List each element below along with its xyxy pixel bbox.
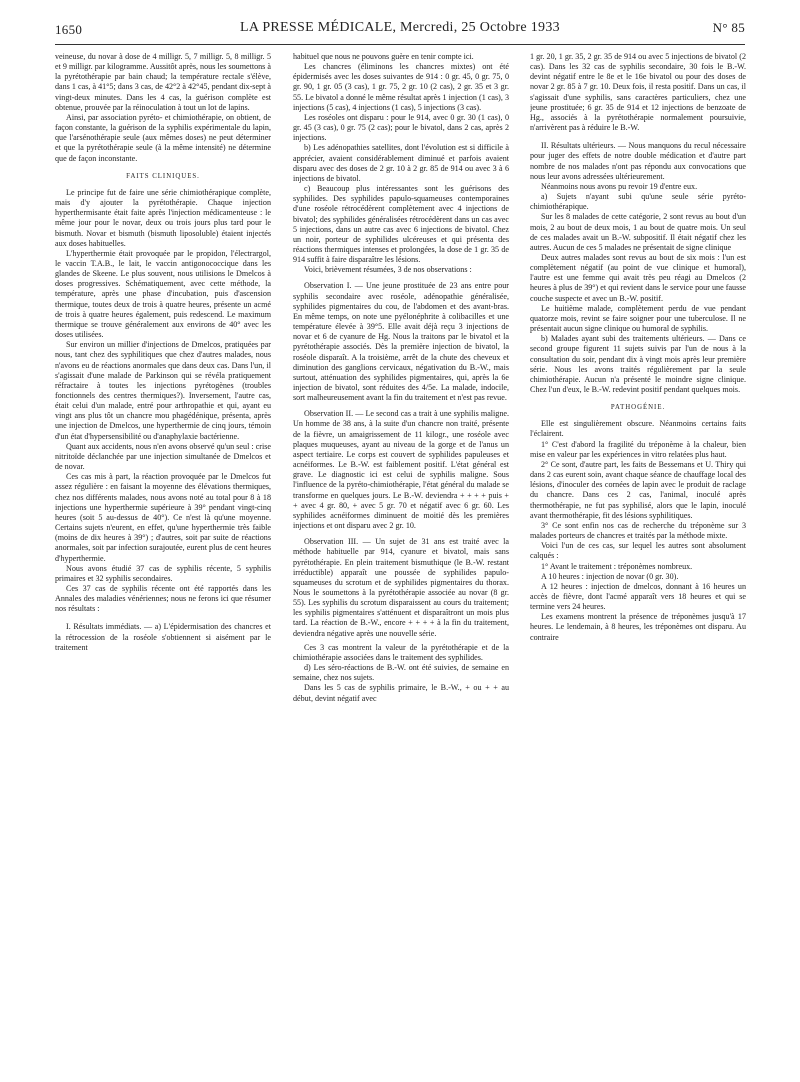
paragraph: a) Sujets n'ayant subi qu'une seule série pyréto-chimiothérapique. [530,192,746,212]
paragraph: Quant aux accidents, nous n'en avons observé qu'un seul : crise nitritoïde déclanchée par une injection simultanée de Dmelcos et de novar. [55,441,271,472]
paragraph: Ainsi, par association pyréto- et chimiothérapie, on obtient, de façon constante, la guérison de la syphilis expérimentale du lapin, que l'arsénothérapie seule (aux mêmes doses) ne peut déterminer et que la pyrétothérapie seule (à la même intensité) ne détermine que de façon inconstante. [55,112,271,163]
paragraph: Sur environ un millier d'injections de Dmelcos, pratiquées par nous, tant chez des syphilitiques que chez d'autres malades, nous n'avons eu de réactions anormales que dans deux cas. Dans l'un, il s'agissait d'une malade de Parkinson qui se révéla pratiquement réfractaire à toutes les injections pyrétogènes (troubles fonctionnels des centres thermiques?). Inversement, l'autre cas, était celui d'un malade, entré pour arthropathie et qui, ayant eu vingt ans plus tôt un chancre mou phagédénique, présenta, après une injection de Dmelcos, une hyperthermie de cinq jours, témoin d'un état d'hypersensibilité ou d'anaphylaxie bactérienne. [55,340,271,441]
observation-2: Observation II. — Le second cas a trait à une syphilis maligne. Un homme de 38 ans, à la suite d'un chancre non traité, présente de la fièvre, un amaigrissement de 11 kilogr., une roséole avec plaques muqueuses, ayant au niveau de la gorge et de l'anus un aspect tertiaire. Le corps est couvert de syphilides papuleuses et acnéiformes. Le B.-W. est faiblement positif. L'état général est grave. Le diagnostic ici est celui de syphilis maligne. Sous l'influence de la pyréto-chimiothérapie, l'état général du malade se transforme en quelques jours. Le B.-W. deviendra + + + + puis + + avec 4 gr. 80, + avec 5 gr. 70 et négatif avec 6 gr. 60. Les syphilides acnéiformes diminuent de moitié dès les premières injections et ont disparu avec 2 gr. 10. [293,409,509,531]
journal-title: LA PRESSE MÉDICALE, Mercredi, 25 Octobre 1933 [240,20,560,35]
header-rule [55,44,745,45]
paragraph: Les roséoles ont disparu : pour le 914, avec 0 gr. 30 (1 cas), 0 gr. 45 (3 cas), 0 gr. 75 (2 cas); pour le bivatol, dans 2 cas, après 2 injections. [293,112,509,143]
paragraph: Dans les 5 cas de syphilis primaire, le B.-W., + ou + + au début, devint négatif avec [293,683,509,703]
column-1 [55,52,271,1072]
column-2 [293,52,509,1072]
paragraph: 3° Ce sont enfin nos cas de recherche du tréponème sur 3 malades porteurs de chancres et traités par la méthode mixte. [530,520,746,541]
observation-1: Observation I. — Une jeune prostituée de 23 ans entre pour syphilis secondaire avec roséole, adénopathie généralisée, syphilides pigmentaires du cou, de l'abdomen et des avant-bras. En même temps, on note une pyélonéphrite à colibacilles et une température élevée à 39°5. Elle avait déjà reçu 3 injections de novar et 6 de cyanure de Hg. Nous la traitons par le bivatol et la pyrétothérapie associés. Dès la première injection de bivatol, la roséole disparaît. A la troisième, arrêt de la chute des cheveux et diminution des ganglions cervicaux, négativation du B.-W., mais surtout, atténuation des syphilides pigmentaires, qui, après la 6e injection de bivatol, sont réduites des 4/5e. La malade, indocile, sort malheureusement avant la fin du traitement et n'est pas revue. [293,281,509,403]
paragraph: A 12 heures : injection de dmelcos, donnant à 16 heures un accès de fièvre, dont l'acmé apparaît vers 18 heures et qui se termine vers 24 heures. [530,581,746,612]
paragraph: Le huitième malade, complètement perdu de vue pendant quatorze mois, revint se faire soigner pour une tuberculose. Il ne présentait aucun signe clinique ou humoral de syphilis. [530,303,746,334]
paragraph: c) Beaucoup plus intéressantes sont les guérisons des syphilides. Des syphilides papulo-squameuses contemporaines d'une roséole rétrocédèrent complètement avec 4 injections de bivatol; des syphilides généralisées rétrocédèrent dans un cas avec 5 injections, dans un autre cas avec 6 injections de bivatol. Chez un noir, porteur de syphilides ulcéreuses et qui présenta des réactions thermiques intenses et prolongées, la dose de 1 gr. 35 de 914 suffit à faire disparaître les lésions. [293,184,509,265]
paragraph: Les examens montrent la présence de tréponèmes jusqu'à 17 heures. Le lendemain, à 8 heures, les tréponèmes ont disparu. Au contraire [530,612,746,642]
paragraph: Les chancres (éliminons les chancres mixtes) ont été épidermisés avec les doses suivantes de 914 : 0 gr. 45, 0 gr. 75, 0 gr. 90, 1 gr. 05 (3 cas), 1 gr. 75, 2 gr. 10 (2 cas), 2 gr. 35 et 3 gr. 55. Le bivatol a donné le même résultat après 1 injection (1 cas), 3 injections (5 cas), 4 injections (1 cas), 5 injections (3 cas). [293,62,509,112]
paragraph: A 10 heures : injection de novar (0 gr. 30). [541,571,679,581]
section-heading-clinical-facts: FAITS CLINIQUES. [126,172,200,180]
paragraph: I. Résultats immédiats. — a) L'épidermisation des chancres et la rétrocession de la roséole s'obtiennent si aisément par le traitement [55,622,271,652]
paragraph: Ces cas mis à part, la réaction provoquée par le Dmelcos fut assez régulière : en faisant la moyenne des élévations thermiques, chez nos différents malades, nous avons noté au total pour 8 à 18 injections une hyperthermie supérieure à 39° pendant vingt-cinq heures (soit 5 au-dessus de 40°). Ce n'est là qu'une moyenne. Certains sujets n'eurent, en effet, qu'une hyperthermie très faible (moins de dix heures à 39°) ; d'autres, soit par suite de réactions anormales, soit par infection surajoutée, eurent plus de cent heures d'hyperthermie. [55,472,271,563]
paragraph: Elle est singulièrement obscure. Néanmoins certains faits l'éclairent. [530,419,746,439]
paragraph: Néanmoins nous avons pu revoir 19 d'entre eux. [541,181,698,191]
column-3 [530,52,746,1072]
paragraph: II. Résultats ultérieurs. — Nous manquons du recul nécessaire pour juger des effets de notre double médication et d'autre part nombre de nos malades n'ont pas répondu aux convocations que nous leur avons adressées ultérieurement. [530,141,746,181]
paragraph: Voici l'un de ces cas, sur lequel les autres sont absolument calqués : [530,541,746,561]
paragraph: Ces 37 cas de syphilis récente ont été rapportés dans les Annales des maladies vénériennes; nous ne ferons ici que résumer nos résultats : [55,583,271,614]
paragraph: Le principe fut de faire une série chimiothérapique complète, mais d'y ajouter la pyrétothérapie. Chaque injection hyperthermisante était faite après l'injection médicamenteuse : le même jour pour le novar, deux ou trois jours plus tard pour le bismuth. Novar et bismuth (bismuth liposoluble) étaient injectés aux doses habituelles. [55,187,271,248]
paragraph: veineuse, du novar à dose de 4 milligr. 5, 7 milligr. 5, 8 milligr. 5 et 9 milligr. par kilogramme. Aussitôt après, nous les soumettons à la pyrétothérapie par bain chaud; la température rectale s'élève, dans 1 cas, à 41°5; dans 3 cas, de 42°2 à 42°45, pendant dix-sept à vingt-deux minutes. Dans les 4 cas, la guérison complète est obtenue, prouvée par la réinoculation à tout un lot de lapins. [55,52,271,112]
paragraph: L'hyperthermie était provoquée par le propidon, l'électrargol, le vaccin T.A.B., le lait, le vaccin antigonococcique dans les glandes de Skeene. Le plus souvent, nous utilisions le Dmelcos à doses progressives. Schématiquement, avec cette méthode, la température, après une phase d'incubation, puis d'ascension thermique, toutes deux de trois à quatre heures, présente un acmé de trois à quatre heures également, puis redescend. Le maximum thermique se trouve généralement aux environs de 40° avec les doses utilisées. [55,248,271,340]
paragraph: Deux autres malades sont revus au bout de six mois : l'un est complètement négatif (au point de vue clinique et humoral), l'autre est une femme qui avait très peu réagi au Dmelcos (2 heures à plus de 39°) et qui revient dans le service pour une fausse couche suspecte et avec un B.-W. positif. [530,252,746,303]
paragraph: b) Malades ayant subi des traitements ultérieurs. — Dans ce second groupe figurent 11 sujets suivis par l'un de nous à la consultation du soir, pendant dix à vingt mois après leur première série. Nous les avons traités régulièrement par la seule chimiothérapie. Aucun n'a présenté le moindre signe clinique. Chez l'un d'eux, le B.-W. redevint positif pendant quelques mois. [530,334,746,394]
paragraph: 1 gr. 20, 1 gr. 35, 2 gr. 35 de 914 ou avec 5 injections de bivatol (2 cas). Dans les 32 cas de syphilis secondaire, 30 fois le B.-W. devint négatif entre le 8e et le 16e bivatol ou pour des doses de novar 2 gr. 85 à 7 gr. 10. Deux fois, il resta positif. Dans un cas, il s'agissait d'une syphilis, sans caractères particuliers, chez une jeune prostituée; 6 gr. 35 de 914 et 12 injections de benzoate de Hg., associés à la pyrétothérapie normalement poursuivie, n'arrivèrent pas à réduire le B.-W. [530,52,746,133]
paragraph: Nous avons étudié 37 cas de syphilis récente, 5 syphilis primaires et 32 syphilis secondaires. [55,563,271,583]
page-number: 1650 [55,22,83,37]
paragraph: 1° C'est d'abord la fragilité du tréponème à la chaleur, bien mise en valeur par les expériences in vitro relatées plus haut. [530,439,746,459]
paragraph: d) Les séro-réactions de B.-W. ont été suivies, de semaine en semaine, chez nos sujets. [293,663,509,683]
issue-number: N° 85 [712,20,745,35]
paragraph: 1° Avant le traitement : tréponèmes nombreux. [541,561,693,571]
paragraph: habituel que nous ne pouvons guère en tenir compte ici. [293,52,474,61]
paragraph: Voici, brièvement résumées, 3 de nos observations : [304,265,472,275]
page-header [55,20,745,42]
paragraph: b) Les adénopathies satellites, dont l'évolution est si difficile à apprécier, avaient considérablement diminué et parfois avaient disparu avec des doses de 2 gr. 10 à 2 gr. 85 de 914 ou avec 3 à 6 injections de bivatol. [293,143,509,183]
paragraph: Sur les 8 malades de cette catégorie, 2 sont revus au bout d'un mois, 2 au bout de deux mois, 1 au bout de quatre mois. Un seul de ces malades avait un B.-W. subpositif. Il était négatif chez les autres. Aucun de ces 5 malades ne présentait de signe clinique [530,212,746,252]
paragraph: Ces 3 cas montrent la valeur de la pyrétothérapie et de la chimiothérapie associées dans le traitement des syphilides. [293,642,509,662]
observation-3: Observation III. — Un sujet de 31 ans est traité avec la méthode habituelle par 914, cyanure et bivatol, mais sans pyrétothérapie. En plein traitement bismuthique (le B.-W. restant irréductible) apparaît une poussée de syphilides papulo-squameuses du scrotum et de syphilides pigmentaires du thorax. Nous le soumettons à la pyrétothérapie associée au novar (8 gr. 55). Les syphilis du scrotum disparaissent au cours du traitement; les syphilis pigmentaires s'atténuent et disparaîtront un mois plus tard. La réaction de B.-W., encore + + + + à la fin du traitement, deviendra négative après une nouvelle série. [293,537,509,638]
section-heading-pathogeny: PATHOGÉNIE. [610,404,666,412]
paragraph: 2° Ce sont, d'autre part, les faits de Bessemans et U. Thiry qui dans 2 cas eurent soin, avant chaque séance de chauffage local des lésions, d'inoculer des cornées de lapin avec le produit de raclage du chancre. Dans ces 2 cas, l'animal, inoculé après thermothérapie, ne fut pas syphilisé, alors que le lapin, inoculé avant thermothérapie, fit des lésions syphilitiques. [530,459,746,520]
